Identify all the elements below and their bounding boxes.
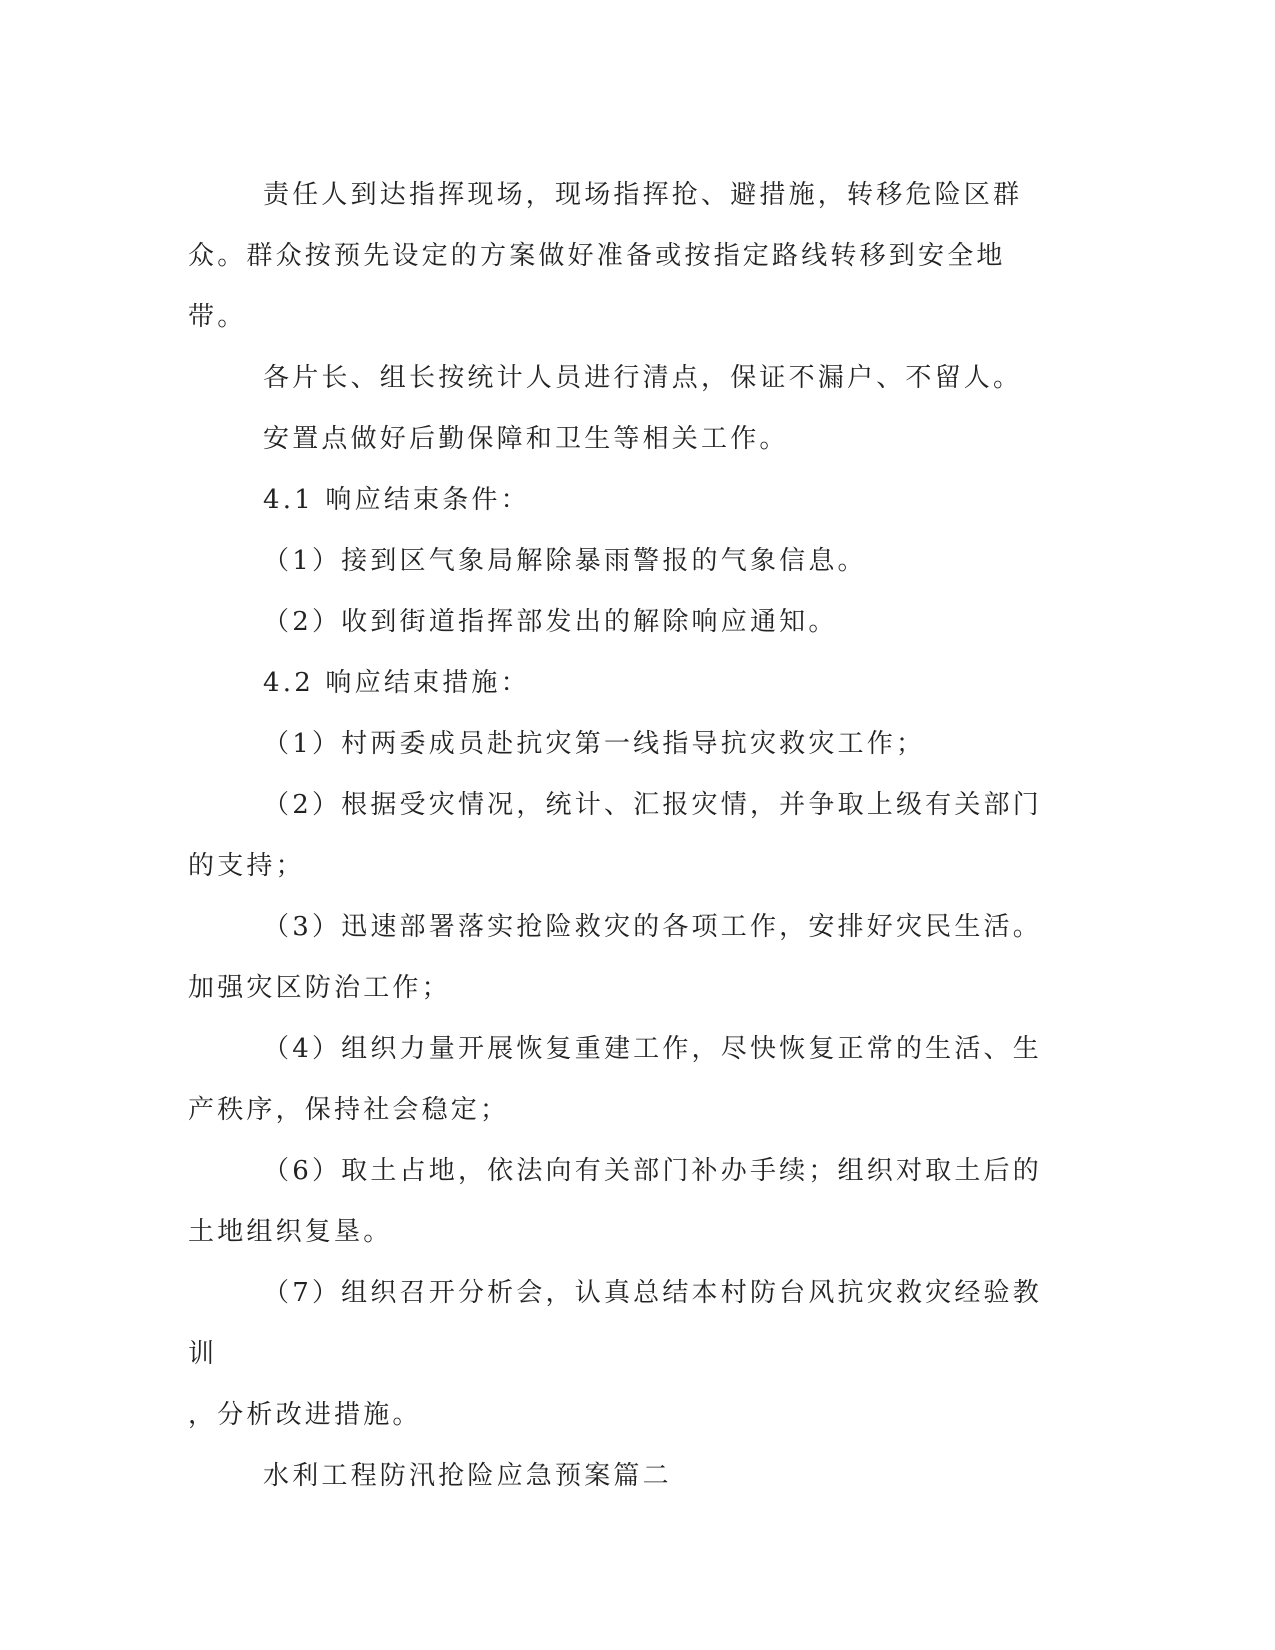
list-item-4-2-2: （2）根据受灾情况，统计、汇报灾情，并争取上级有关部门的支持； — [188, 790, 1042, 881]
list-item-4-2-4: （4）组织力量开展恢复重建工作，尽快恢复正常的生活、生产秩序，保持社会稳定； — [188, 1034, 1042, 1125]
list-item-4-2-7: （7）组织召开分析会，认真总结本村防台风抗灾救灾经验教训 — [188, 1278, 1042, 1369]
list-item-4-1-1: （1）接到区气象局解除暴雨警报的气象信息。 — [263, 546, 867, 576]
list-item-4-1-2: （2）收到街道指挥部发出的解除响应通知。 — [263, 607, 838, 637]
list-item-4-2-1: （1）村两委成员赴抗灾第一线指导抗灾救灾工作； — [263, 729, 926, 759]
section-heading-4-2: 4.2 响应结束措施： — [263, 668, 530, 698]
document-body — [188, 165, 1058, 1507]
list-item-4-2-7-continuation: ，分析改进措施。 — [188, 1400, 422, 1430]
list-item-4-2-3: （3）迅速部署落实抢险救灾的各项工作，安排好灾民生活。加强灾区防治工作； — [188, 912, 1042, 1003]
paragraph-shelter: 安置点做好后勤保障和卫生等相关工作。 — [263, 424, 789, 454]
section-heading-4-1: 4.1 响应结束条件： — [263, 485, 530, 515]
paragraph-evacuation: 责任人到达指挥现场，现场指挥抢、避措施，转移危险区群众。群众按预先设定的方案做好准备或按指定路线转移到安全地带。 — [188, 180, 1023, 332]
list-item-4-2-6: （6）取土占地，依法向有关部门补办手续；组织对取土后的土地组织复垦。 — [188, 1156, 1042, 1247]
paragraph-headcount: 各片长、组长按统计人员进行清点，保证不漏户、不留人。 — [263, 363, 1023, 393]
next-section-title: 水利工程防汛抢险应急预案篇二 — [263, 1461, 672, 1491]
